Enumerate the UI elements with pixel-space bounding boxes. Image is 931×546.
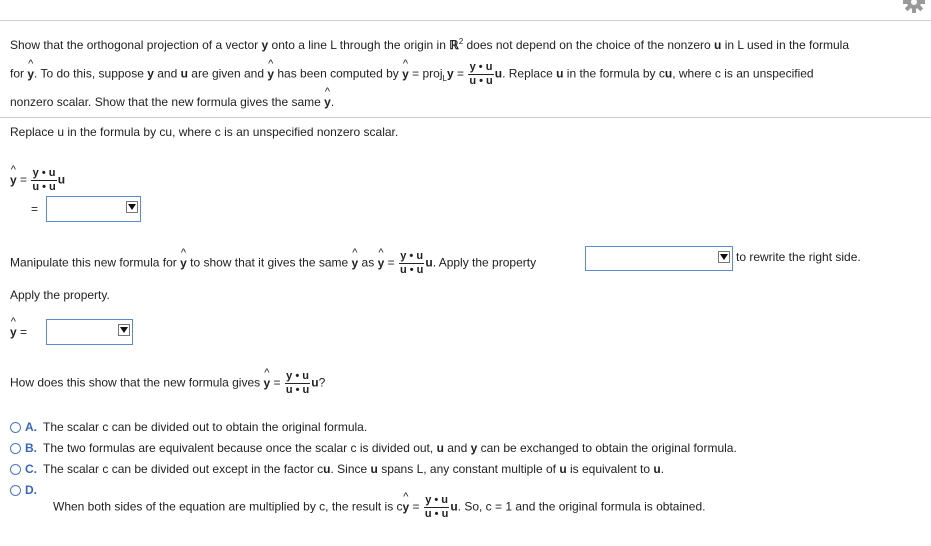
step3-text: Apply the property. [10,288,110,302]
radio-b[interactable] [10,443,21,454]
step1-dropdown[interactable] [46,196,141,222]
step2-text: Manipulate this new formula for ^ y to show that it gives the same ^ y as ^ y = $\frac{y • u}{u • u}$ u. Apply the property [10,250,536,277]
projection-fraction: $\frac{y • u}{u • u}$ [469,61,493,87]
radio-d[interactable] [10,485,21,496]
option-a[interactable]: A. The scalar c can be divided out to obtain the original formula. [10,420,367,434]
problem-line-1: Show that the orthogonal projection of a vector y onto a line L through the origin in ℝ$^2$ does not depend on the choice of the nonzero u in L used in the formula [10,37,850,52]
step2-tail-text: to rewrite the right side. [736,250,861,264]
property-dropdown[interactable] [585,246,733,271]
gear-icon[interactable] [903,0,925,14]
top-divider [0,20,931,21]
step3-lhs: ^ y = [10,325,27,339]
option-b[interactable]: B. The two formulas are equivalent because once the scalar c is divided out, u and y can be exchanged to obtain the original formula. [10,441,737,455]
option-d[interactable]: D. [10,483,43,497]
step3-dropdown[interactable] [46,319,133,345]
step1-text: Replace u in the formula by cu, where c is an unspecified nonzero scalar. [10,125,399,139]
chevron-down-icon[interactable] [718,251,730,263]
step1-equals: = [31,202,39,216]
radio-a[interactable] [10,422,21,433]
option-d-text: When both sides of the equation are multiplied by c, the result is c^ y = $\frac{y • u}{u • u}$ u. So, c = 1 and the original formula is obtained. [53,494,705,521]
section-divider [0,117,931,118]
question-text: How does this show that the new formula gives ^ y = $\frac{y • u}{u • u}$ u? [10,370,325,397]
problem-line-3: nonzero scalar. Show that the new formula gives the same ^ y. [10,95,334,109]
option-c[interactable]: C. The scalar c can be divided out except in the factor cu. Since u spans L, any constant multiple of u is equivalent to u. [10,462,664,476]
chevron-down-icon[interactable] [118,324,130,336]
problem-line-2: for ^ y. To do this, suppose y and u are given and ^ y has been computed by ^ y = proj$_L$y = $\frac{y • u}{u • u}$ u. Replace u in the formula by cu, where c is an unspecified [10,61,814,88]
radio-c[interactable] [10,464,21,475]
step1-equation: ^ y = $\frac{y • u}{u • u}$ u [10,167,65,194]
chevron-down-icon[interactable] [126,201,138,213]
